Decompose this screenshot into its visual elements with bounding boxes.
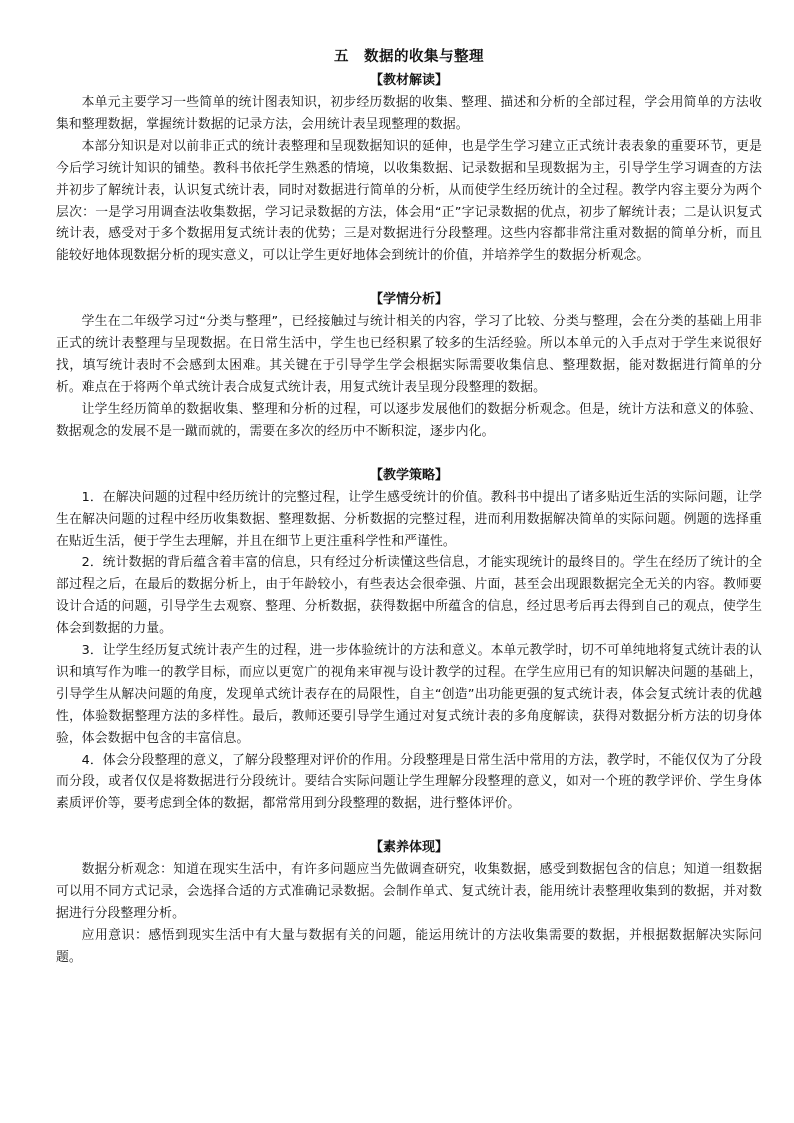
section-heading: 【学情分析】 bbox=[369, 292, 448, 308]
paragraph: 4．体会分段整理的意义，了解分段整理对评价的作用。分段整理是日常生活中常用的方法，教学时，不能仅仅为了分段而分段，或者仅仅是将数据进行分段统计。要结合实际问题让学生理解分段整理的意义，如对一个班的教学评价、学生身体素质评价等，要考虑到全体的数据，都常常用到分段整理的数据，进行整体评价。 bbox=[56, 752, 762, 812]
document-page bbox=[56, 44, 762, 969]
paragraph: 应用意识：感悟到现实生活中有大量与数据有关的问题，能运用统计的方法收集需要的数据，并根据数据解决实际问题。 bbox=[56, 928, 762, 965]
section-heading: 【素养体现】 bbox=[369, 840, 448, 856]
section-textbook-reading bbox=[56, 70, 762, 267]
paragraph: 本单元主要学习一些简单的统计图表知识，初步经历数据的收集、整理、描述和分析的全部过程，学会用简单的方法收集和整理数据，掌握统计数据的记录方法，会用统计表呈现整理的数据。 bbox=[56, 95, 762, 132]
paragraph: 2．统计数据的背后蕴含着丰富的信息，只有经过分析读懂这些信息，才能实现统计的最终目的。学生在经历了统计的全部过程之后，在最后的数据分析上，由于年龄较小，有些表达会很牵强、片面，甚至会出现跟数据完全无关的内容。教师要设计合适的问题，引导学生去观察、整理、分析数据，获得数据中所蕴含的信息，经过思考后再去得到自己的观点，使学生体会到数据的力量。 bbox=[56, 555, 762, 637]
section-spacer bbox=[56, 443, 762, 465]
section-spacer bbox=[56, 815, 762, 837]
paragraph: 本部分知识是对以前非正式的统计表整理和呈现数据知识的延伸，也是学生学习建立正式统计表表象的重要环节，更是今后学习统计知识的铺垫。教科书依托学生熟悉的情境，以收集数据、记录数据和呈现数据为主，引导学生学习调查的方法并初步了解统计表，认识复式统计表，同时对数据进行简单的分析，从而使学生经历统计的全过程。教学内容主要分为两个层次：一是学习用调查法收集数据，学习记录数据的方法，体会用“正”字记录数据的优点，初步了解统计表；二是认识复式统计表，感受对于多个数据用复式统计表的优势；三是对数据进行分段整理。这些内容都非常注重对数据的简单分析，而且能较好地体现数据分析的现实意义，可以让学生更好地体会到统计的价值，并培养学生的数据分析观念。 bbox=[56, 138, 762, 264]
document-title: 五 数据的收集与整理 bbox=[334, 49, 484, 65]
section-learner-analysis bbox=[56, 289, 762, 442]
paragraph: 数据分析观念：知道在现实生活中，有许多问题应当先做调查研究，收集数据，感受到数据包含的信息；知道一组数据可以用不同方式记录，会选择合适的方式准确记录数据。会制作单式、复式统计表，能用统计表整理收集到的数据，并对数据进行分段整理分析。 bbox=[56, 862, 762, 922]
section-heading: 【教材解读】 bbox=[369, 73, 448, 88]
paragraph: 让学生经历简单的数据收集、整理和分析的过程，可以逐步发展他们的数据分析观念。但是，统计方法和意义的体验、数据观念的发展不是一蹴而就的，需要在多次的经历中不断积淀，逐步内化。 bbox=[56, 401, 762, 439]
section-teaching-strategy bbox=[56, 465, 762, 816]
section-competency bbox=[56, 837, 762, 969]
section-heading: 【教学策略】 bbox=[369, 467, 448, 483]
section-spacer bbox=[56, 267, 762, 289]
paragraph: 学生在二年级学习过“分类与整理”，已经接触过与统计相关的内容，学习了比较、分类与整理，会在分类的基础上用非正式的统计表整理与呈现数据。在日常生活中，学生也已经积累了较多的生活经验。所以本单元的入手点对于学生来说很好找，填写统计表时不会感到太困难。其关键在于引导学生学会根据实际需要收集信息、整理数据，能对数据进行简单的分析。难点在于将两个单式统计表合成复式统计表，用复式统计表呈现分段整理的数据。 bbox=[56, 314, 762, 395]
paragraph: 3．让学生经历复式统计表产生的过程，进一步体验统计的方法和意义。本单元教学时，切不可单纯地将复式统计表的认识和填写作为唯一的教学目标，而应以更宽广的视角来审视与设计教学的过程。在学生应用已有的知识解决问题的基础上，引导学生从解决问题的角度，发现单式统计表存在的局限性，自主“创造”出功能更强的复式统计表，体会复式统计表的优越性，体验数据整理方法的多样性。最后，教师还要引导学生通过对复式统计表的多角度解读，获得对数据分析方法的切身体验，体会数据中包含的丰富信息。 bbox=[56, 643, 762, 746]
paragraph: 1．在解决问题的过程中经历统计的完整过程，让学生感受统计的价值。教科书中提出了诸多贴近生活的实际问题，让学生在解决问题的过程中经历收集数据、整理数据、分析数据的完整过程，进而利用数据解决简单的实际问题。例题的选择重在贴近生活，便于学生去理解，并且在细节上更注重科学性和严谨性。 bbox=[56, 489, 762, 549]
